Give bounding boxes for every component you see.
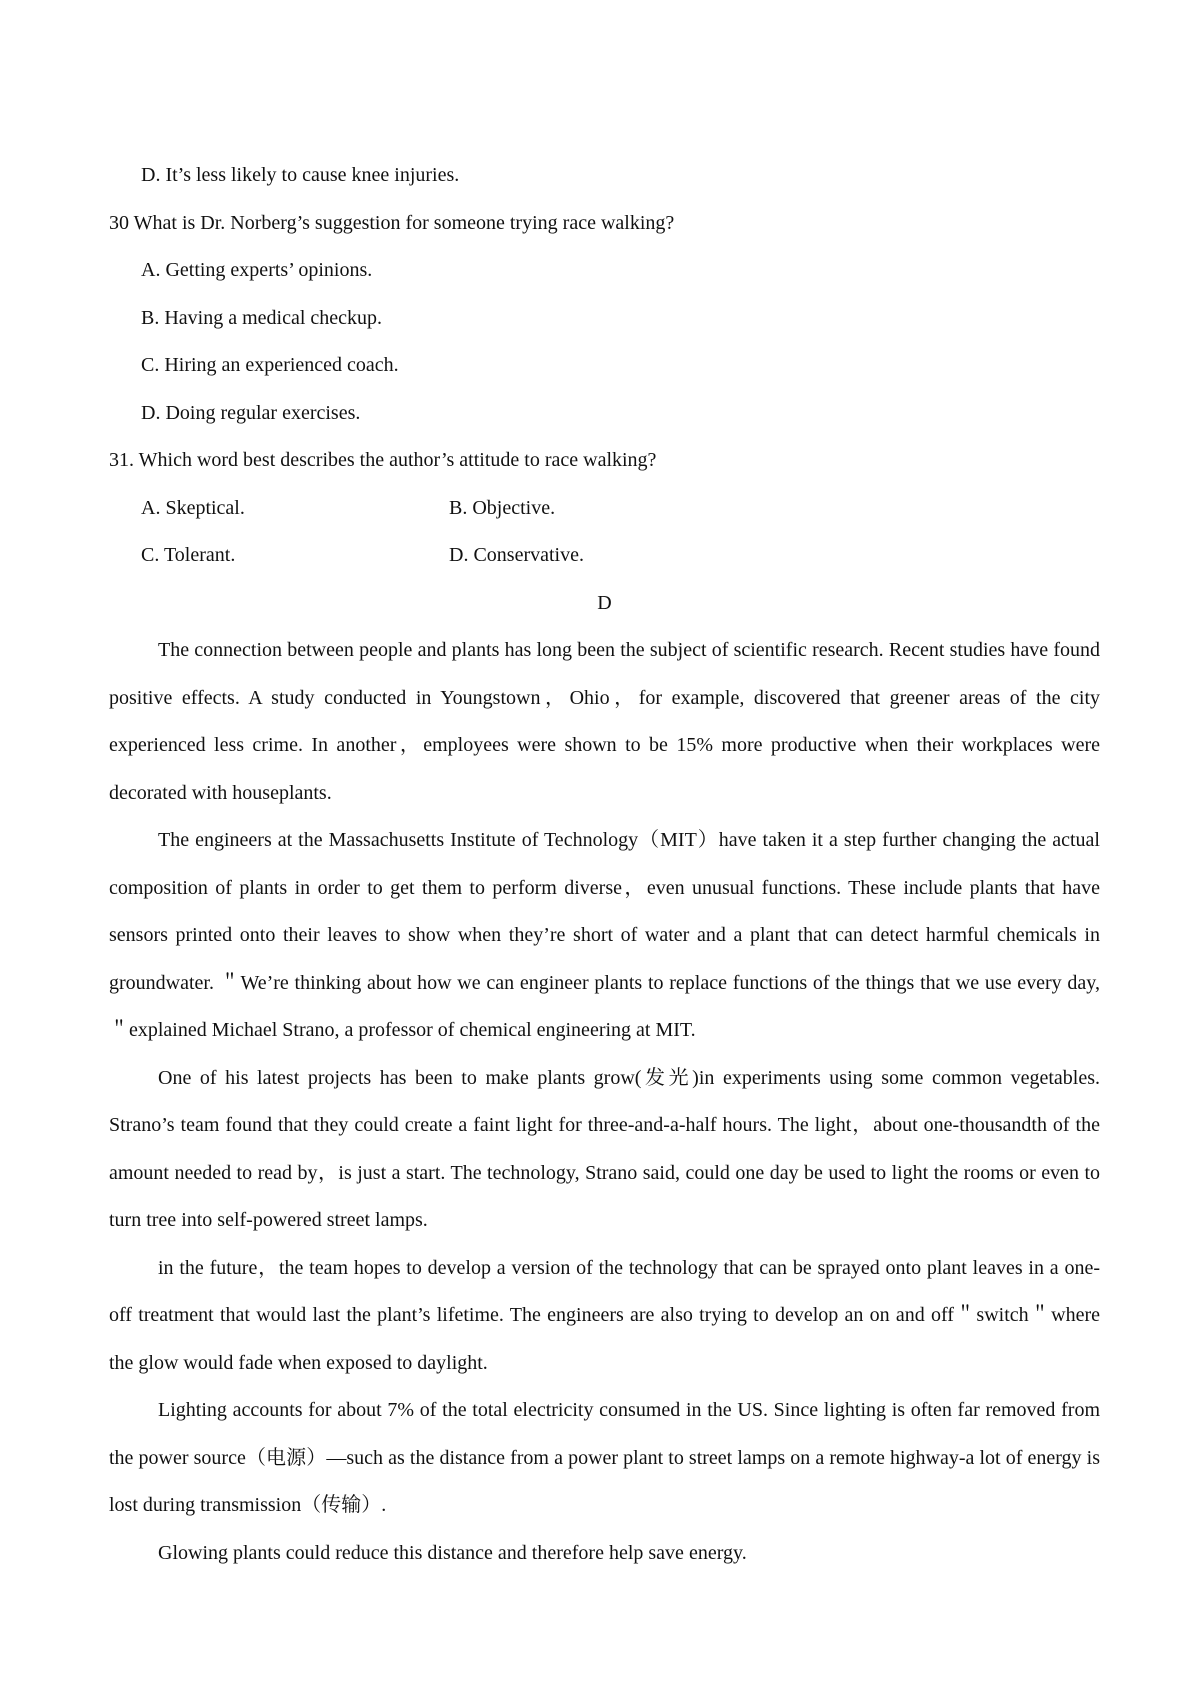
q31-option-c: C. Tolerant. (141, 544, 236, 566)
passage-letter: D (597, 591, 612, 614)
q31-options-row-2 (109, 532, 1100, 580)
q31-stem: 31. Which word best describes the author’s attitude to race walking? (109, 449, 657, 471)
q30-option-d: D. Doing regular exercises. (141, 401, 361, 424)
q31-option-a: A. Skeptical. (141, 496, 245, 519)
exam-page (109, 152, 1100, 1577)
q30-option-a: A. Getting experts’ opinions. (141, 259, 373, 281)
passage-paragraph-2: The engineers at the Massachusetts Institute of Technology（MIT）have taken it a step further changing the actual composition of plants in order to get them to perform diverse，even unusual functions. These include plants that have sensors printed onto their leaves to show when they’re short of water and a plant that can detect harmful chemicals in groundwater. ＂We’re thinking about how we can engineer plants to replace functions of the things that we use every day,＂explained Michael Strano, a professor of chemical engineering at MIT. (109, 829, 1100, 1041)
q31-option-b: B. Objective. (449, 496, 556, 519)
passage-paragraph-4: in the future，the team hopes to develop a version of the technology that can be sprayed onto plant leaves in a one-off treatment that would last the plant’s lifetime. The engineers are also trying to develop an on and off＂switch＂where the glow would fade when exposed to daylight. (109, 1256, 1100, 1374)
q30-option-c: C. Hiring an experienced coach. (141, 354, 399, 376)
q31-option-d: D. Conservative. (449, 544, 584, 566)
passage-paragraph-3: One of his latest projects has been to make plants grow(发光)in experiments using some common vegetables. Strano’s team found that they could create a faint light for three-and-a-half hours. The light，about one-thousandth of the amount needed to read by，is just a start. The technology, Strano said, could one day be used to light the rooms or even to turn tree into self-powered street lamps. (109, 1066, 1100, 1231)
passage-paragraph-1: The connection between people and plants has long been the subject of scientific research. Recent studies have found positive effects. A study conducted in Youngstown，Ohio，for example, discovered that greener areas of the city experienced less crime. In another，employees were shown to be 15% more productive when their workplaces were decorated with houseplants. (109, 639, 1100, 804)
q30-stem: 30 What is Dr. Norberg’s suggestion for someone trying race walking? (109, 211, 675, 234)
q29-option-d: D. It’s less likely to cause knee injuries. (141, 164, 460, 186)
q31-options-row-1 (109, 485, 1100, 533)
passage-paragraph-5: Lighting accounts for about 7% of the total electricity consumed in the US. Since lighting is often far removed from the power source（电源）—such as the distance from a power plant to street lamps on a remote highway-a lot of energy is lost during transmission（传输）. (109, 1399, 1100, 1516)
q30-option-b: B. Having a medical checkup. (141, 306, 383, 329)
passage-paragraph-6: Glowing plants could reduce this distance and therefore help save energy. (158, 1541, 747, 1564)
